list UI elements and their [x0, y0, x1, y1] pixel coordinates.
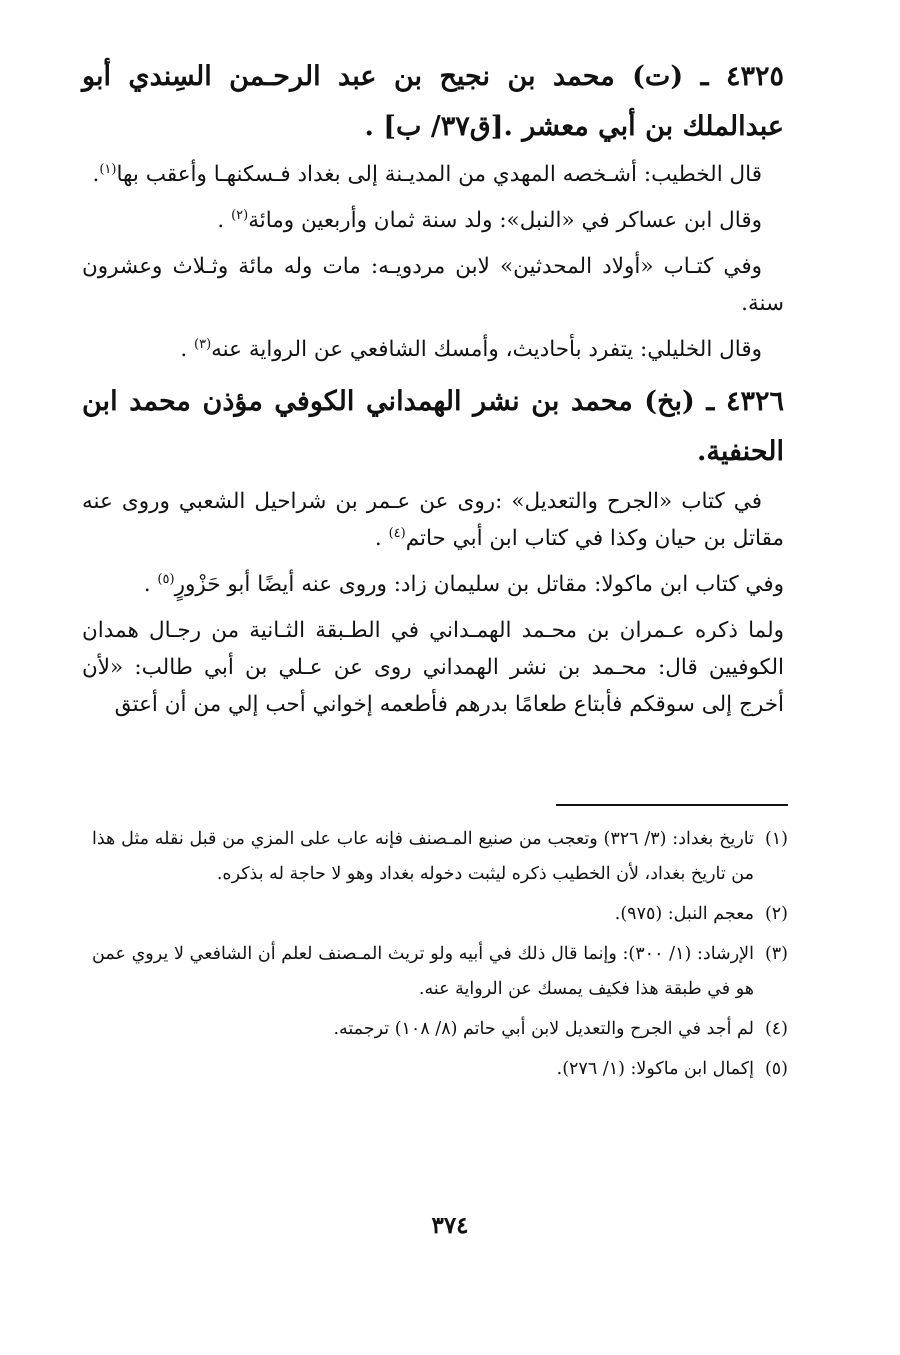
- footnote-text: معجم النبل: (٩٧٥).: [614, 904, 754, 924]
- paragraph-end: .: [374, 526, 389, 551]
- footnote-text: الإرشاد: (١/ ٣٠٠): وإنما قال ذلك في أبيه ولو تريث المـصنف لعلم أن الشافعي لا يروي عمن هو في طبقة هذا فكيف يمسك عن الرواية عنه.: [92, 944, 754, 999]
- paragraph-text: وقال ابن عساكر في «النبل»: ولد سنة ثمان وأربعين ومائة: [248, 208, 762, 233]
- footnote-2: [92, 897, 788, 932]
- paragraph-ibn-mardawayh: [82, 248, 784, 322]
- paragraph-text: وفي كتاب ابن ماكولا: مقاتل بن سليمان زاد: وروى عنه أيضًا أبو حَزْورٍ: [174, 572, 784, 597]
- entry-heading-4325: ٤٣٢٥ ـ (ت) محمد بن نجيح بن عبد الرحـمن السِندي أبو عبدالملك بن أبي معشر .[ق٣٧/ ب] .: [82, 61, 784, 142]
- main-text: [82, 52, 784, 723]
- footnote-text: تاريخ بغداد: (٣/ ٣٢٦) وتعجب من صنيع المـصنف فإنه عاب على المزي من قبل نقله مثل هذا من تاريخ بغداد، لأن الخطيب ذكره ليثبت دخوله بغداد وهو لا حاجة له بذكره.: [92, 829, 754, 884]
- paragraph-text: ولما ذكره عـمران بن محـمد الهمـداني في الطـبقة الثـانية من رجـال همدان الكوفيين قال: محـمد بن نشر الهمداني روى عن عـلي بن أبي طالب: «لأن أخرج إلى سوقكم فأبتاع طعامًا بدرهم فأطعمه إخواني أحب إلي من أن أعتق: [82, 618, 784, 717]
- page-number: ٣٧٤: [431, 1212, 469, 1239]
- footnote-5: [92, 1052, 788, 1087]
- entry-heading-4326: ٤٣٢٦ ـ (بخ) محمد بن نشر الهمداني الكوفي مؤذن محمد ابن الحنفية.: [82, 386, 784, 467]
- paragraph-end: .: [92, 162, 100, 187]
- footnote-3: [92, 937, 788, 1007]
- footnote-ref-4[interactable]: (٤): [388, 525, 406, 541]
- footnotes: [92, 822, 788, 1092]
- footnote-ref-5[interactable]: (٥): [157, 571, 175, 587]
- footnote-ref-1[interactable]: (١): [99, 161, 117, 177]
- paragraph-end: .: [143, 572, 158, 597]
- footnote-number: (٢): [764, 904, 788, 924]
- paragraph-khalili: [82, 331, 784, 368]
- paragraph-imran-hamdani: [82, 612, 784, 723]
- footnote-number: (٣): [764, 944, 788, 964]
- footnote-4: [92, 1012, 788, 1047]
- paragraph-khatib: [82, 156, 784, 193]
- footnote-separator: [556, 804, 788, 806]
- paragraph-ibn-asakir: [82, 202, 784, 239]
- paragraph-text: قال الخطيب: أشـخصه المهدي من المديـنة إلى بغداد فـسكنهـا وأعقب بها: [116, 162, 762, 187]
- footnote-number: (٥): [764, 1059, 788, 1079]
- footnote-text: لم أجد في الجرح والتعديل لابن أبي حاتم (٨/ ١٠٨) ترجمته.: [333, 1019, 754, 1039]
- paragraph-text: وفي كتـاب «أولاد المحدثين» لابن مردويـه: مات وله مائة وثـلاث وعشرون سنة.: [82, 254, 784, 316]
- footnote-number: (١): [764, 829, 788, 849]
- footnote-ref-3[interactable]: (٣): [194, 336, 212, 352]
- footnote-text: إكمال ابن ماكولا: (١/ ٢٧٦).: [556, 1059, 754, 1079]
- paragraph-text: وقال الخليلي: يتفرد بأحاديث، وأمسك الشافعي عن الرواية عنه: [211, 337, 762, 362]
- footnote-1: [92, 822, 788, 892]
- paragraph-jarh-tadil: [82, 483, 784, 557]
- paragraph-end: .: [217, 208, 232, 233]
- footnote-ref-2[interactable]: (٢): [231, 207, 249, 223]
- paragraph-ibn-makula: [82, 566, 784, 603]
- paragraph-text: في كتاب «الجرح والتعديل» :روى عن عـمر بن شراحيل الشعبي وروى عنه مقاتل بن حيان وكذا في كتاب ابن أبي حاتم: [82, 489, 784, 551]
- paragraph-end: .: [180, 337, 194, 362]
- footnote-number: (٤): [764, 1019, 788, 1039]
